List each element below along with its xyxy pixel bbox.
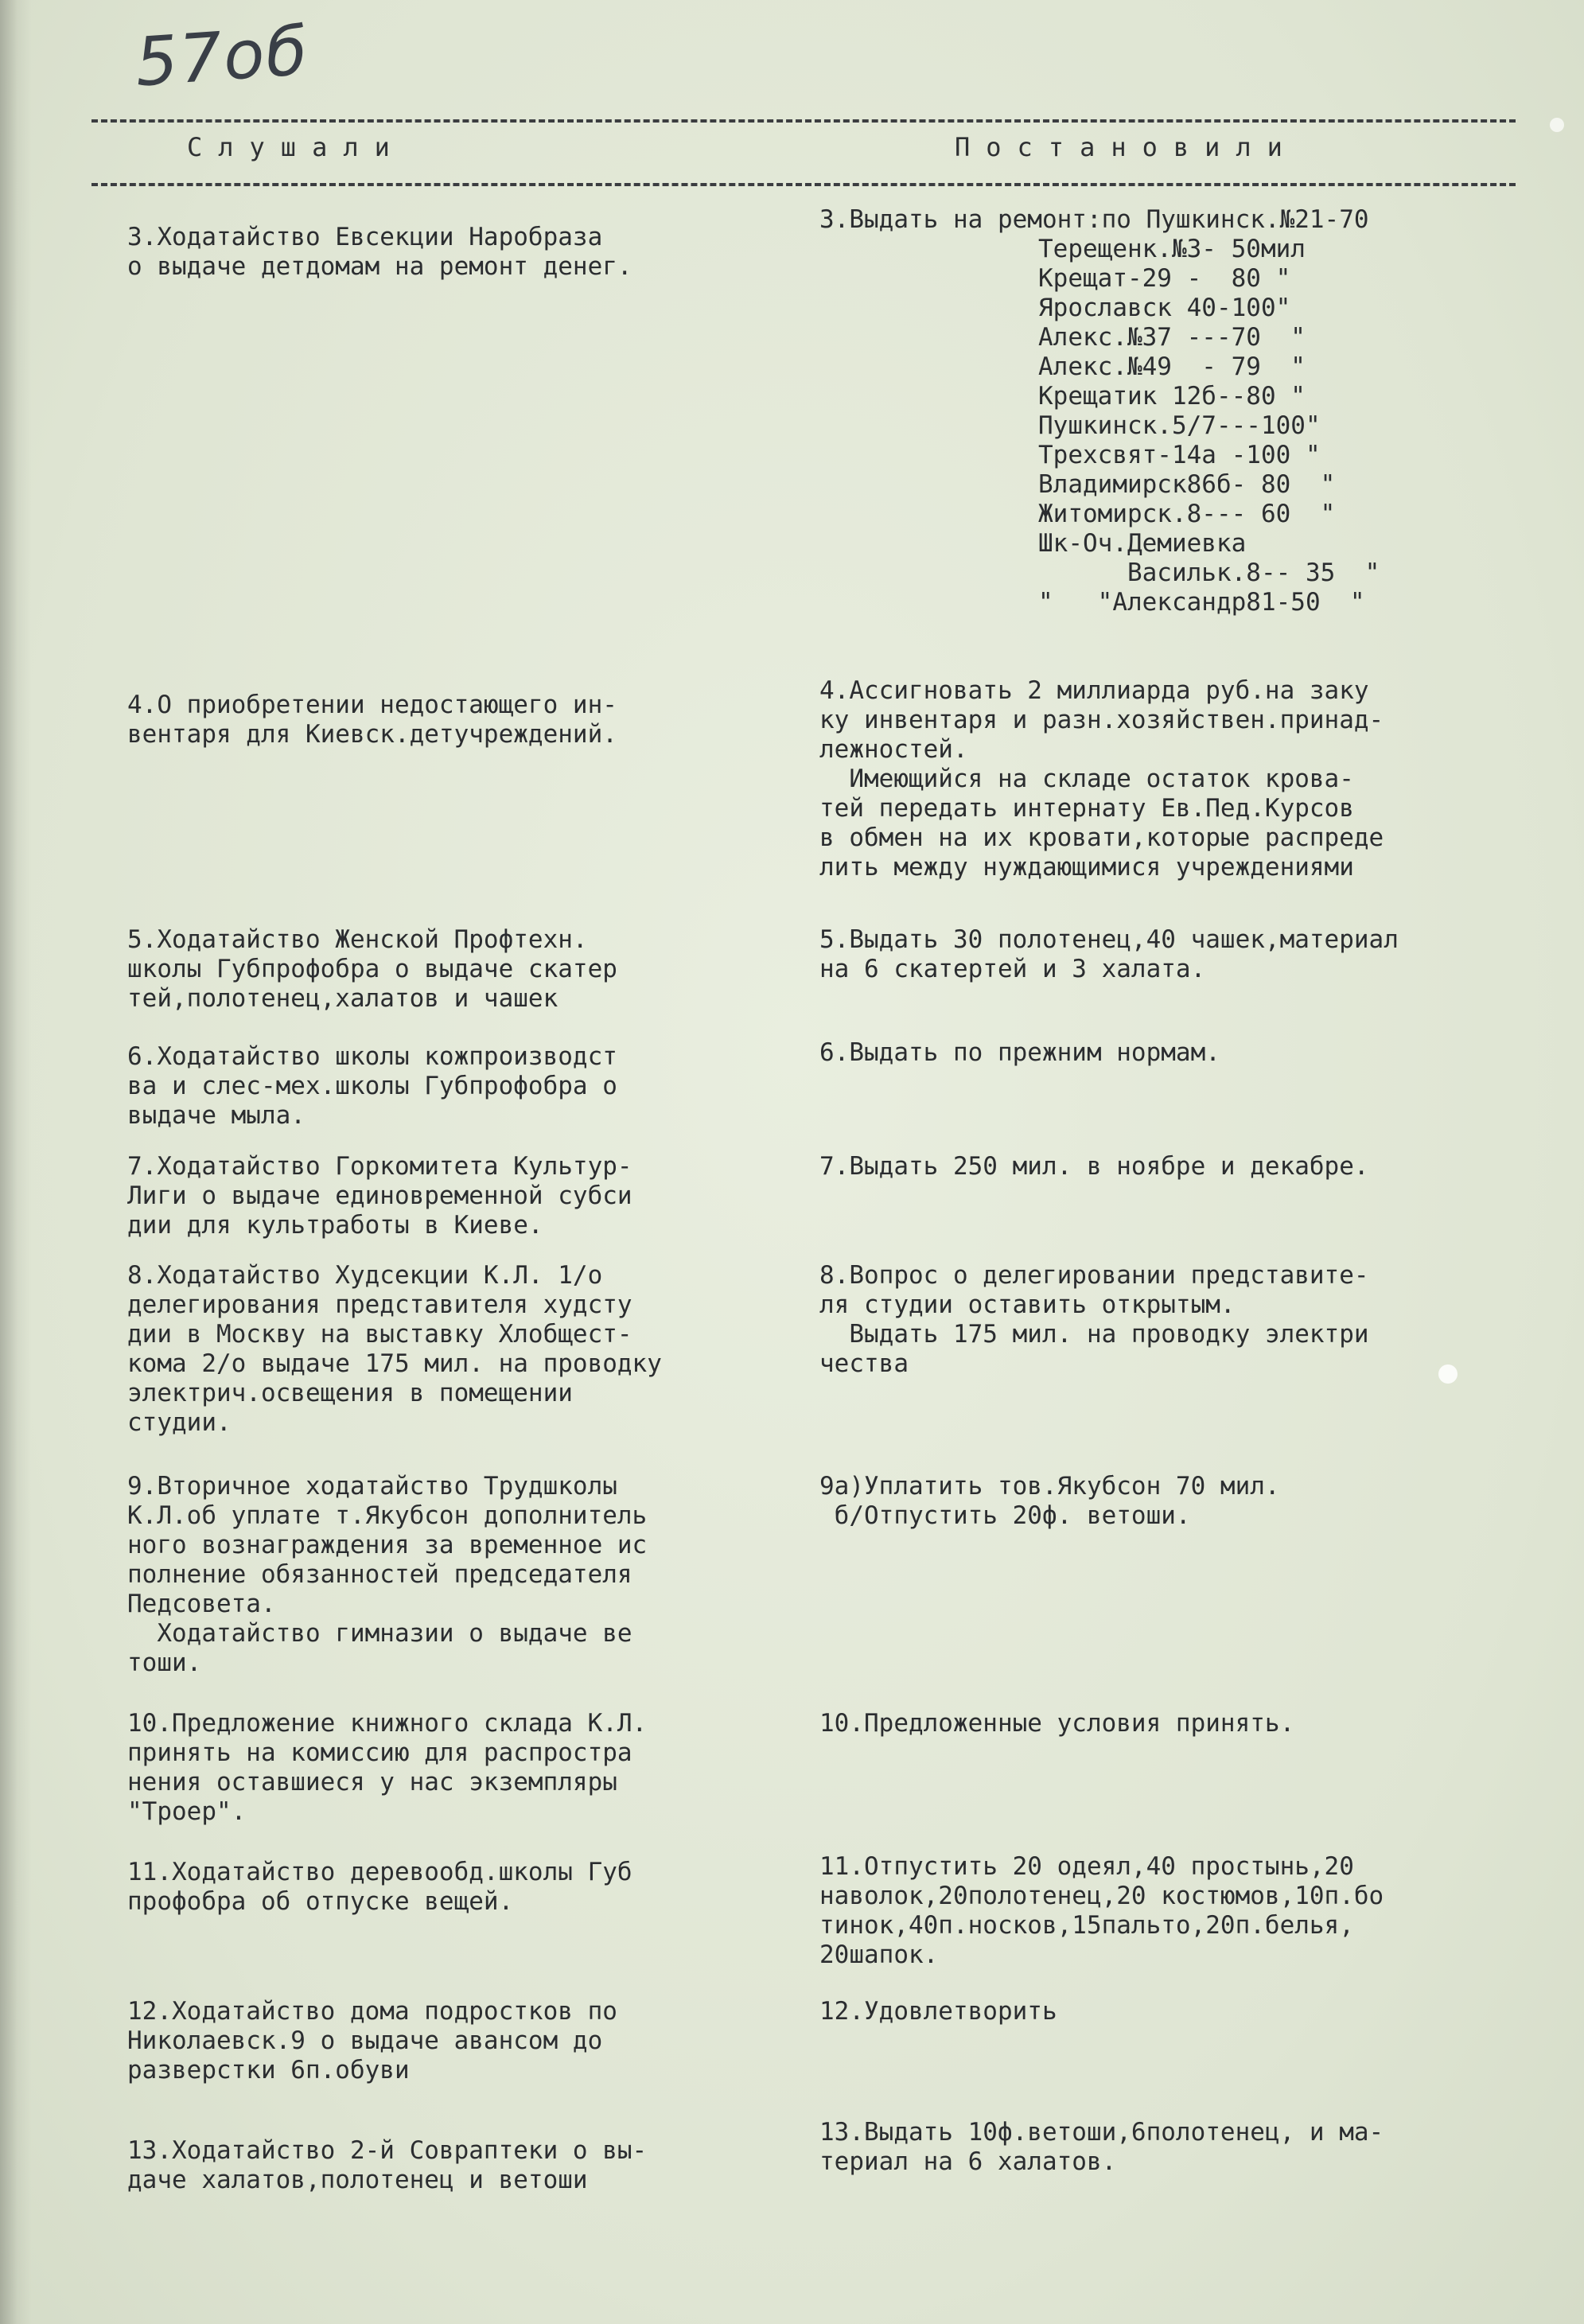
item-13-resolved: 13.Выдать 10ф.ветоши,6полотенец, и ма- териал на 6 халатов. <box>819 2118 1384 2176</box>
folio-number: 57об <box>132 11 312 102</box>
item-3-resolved: 3.Выдать на ремонт:по Пушкинск.№21-70 <box>819 205 1369 234</box>
item-3-repair-schedule: Терещенк.№3- 50мил Крещат-29 - 80 " Ярославск 40-100" Алекс.№37 ---70 " Алекс.№49 - 79 " Крещатик 12б--80 " Пушкинск.5/7---100" Трехсвят-14а -100 " Владимирск86б- 80 " Житомирск.8--- 60 " Шк-Оч.Демиевка Васильк.8-- 35 " " "Александр81-50 " <box>1038 235 1380 617</box>
item-6-resolved: 6.Выдать по прежним нормам. <box>819 1038 1220 1067</box>
header-bottom-rule <box>91 183 1516 186</box>
hole-punch-mark <box>1438 1364 1458 1384</box>
column-header-resolved: Постановили <box>955 132 1298 162</box>
item-5-resolved: 5.Выдать 30 полотенец,40 чашек,материал на 6 скатертей и 3 халата. <box>819 925 1399 983</box>
item-12-heard: 12.Ходатайство дома подростков по Николаевск.9 о выдаче авансом до разверстки 6п.обуви <box>127 1997 617 2085</box>
item-12-resolved: 12.Удовлетворить <box>819 1997 1057 2026</box>
hole-punch-mark <box>1550 118 1564 132</box>
item-5-heard: 5.Ходатайство Женской Профтехн. школы Губпрофобра о выдаче скатер тей,полотенец,халатов и чашек <box>127 925 617 1013</box>
item-9-resolved: 9а)Уплатить тов.Якубсон 70 мил. б/Отпустить 20ф. ветоши. <box>819 1472 1280 1530</box>
item-9-heard: 9.Вторичное ходатайство Трудшколы К.Л.об уплате т.Якубсон дополнитель ного вознаграждения за временное ис полнение обязанностей председателя Педсовета. Ходатайство гимназии о выдаче ве тоши. <box>127 1472 648 1677</box>
item-8-resolved: 8.Вопрос о делегировании представите- ля студии оставить открытым. Выдать 175 мил. на проводку электри чества <box>819 1261 1369 1378</box>
item-10-heard: 10.Предложение книжного склада К.Л. принять на комиссию для распростра нения оставшиеся у нас экземпляры "Троер". <box>127 1709 648 1826</box>
column-header-heard: Слушали <box>187 132 406 162</box>
item-3-heard: 3.Ходатайство Евсекции Наробраза о выдаче детдомам на ремонт денег. <box>127 223 632 281</box>
item-11-resolved: 11.Отпустить 20 одеял,40 простынь,20 наволок,20полотенец,20 костюмов,10п.бо тинок,40п.носков,15пальто,20п.белья, 20шапок. <box>819 1852 1384 1969</box>
item-13-heard: 13.Ходатайство 2-й Совраптеки о вы- даче халатов,полотенец и ветоши <box>127 2136 648 2194</box>
item-8-heard: 8.Ходатайство Худсекции К.Л. 1/о делегирования представителя худсту дии в Москву на выставку Хлобщест- кома 2/о выдаче 175 мил. на проводку электрич.освещения в помещении студии. <box>127 1261 662 1437</box>
item-6-heard: 6.Ходатайство школы кожпроизводст ва и слес-мех.школы Губпрофобра о выдаче мыла. <box>127 1042 617 1130</box>
item-11-heard: 11.Ходатайство деревообд.школы Губ профобра об отпуске вещей. <box>127 1858 632 1916</box>
item-7-resolved: 7.Выдать 250 мил. в ноябре и декабре. <box>819 1152 1369 1181</box>
item-10-resolved: 10.Предложенные условия принять. <box>819 1709 1295 1738</box>
item-4-resolved: 4.Ассигновать 2 миллиарда руб.на заку ку инвентаря и разн.хозяйствен.принад- лежностей. Имеющийся на складе остаток крова- тей передать интернату Ев.Пед.Курсов в обмен на их кровати,которые распреде лить между нуждающимися учреждениями <box>819 676 1384 882</box>
item-4-heard: 4.О приобретении недостающего ин- вентаря для Киевск.детучреждений. <box>127 691 617 749</box>
item-7-heard: 7.Ходатайство Горкомитета Культур- Лиги о выдаче единовременной субси дии для культработы в Киеве. <box>127 1152 632 1240</box>
header-top-rule <box>91 119 1516 123</box>
